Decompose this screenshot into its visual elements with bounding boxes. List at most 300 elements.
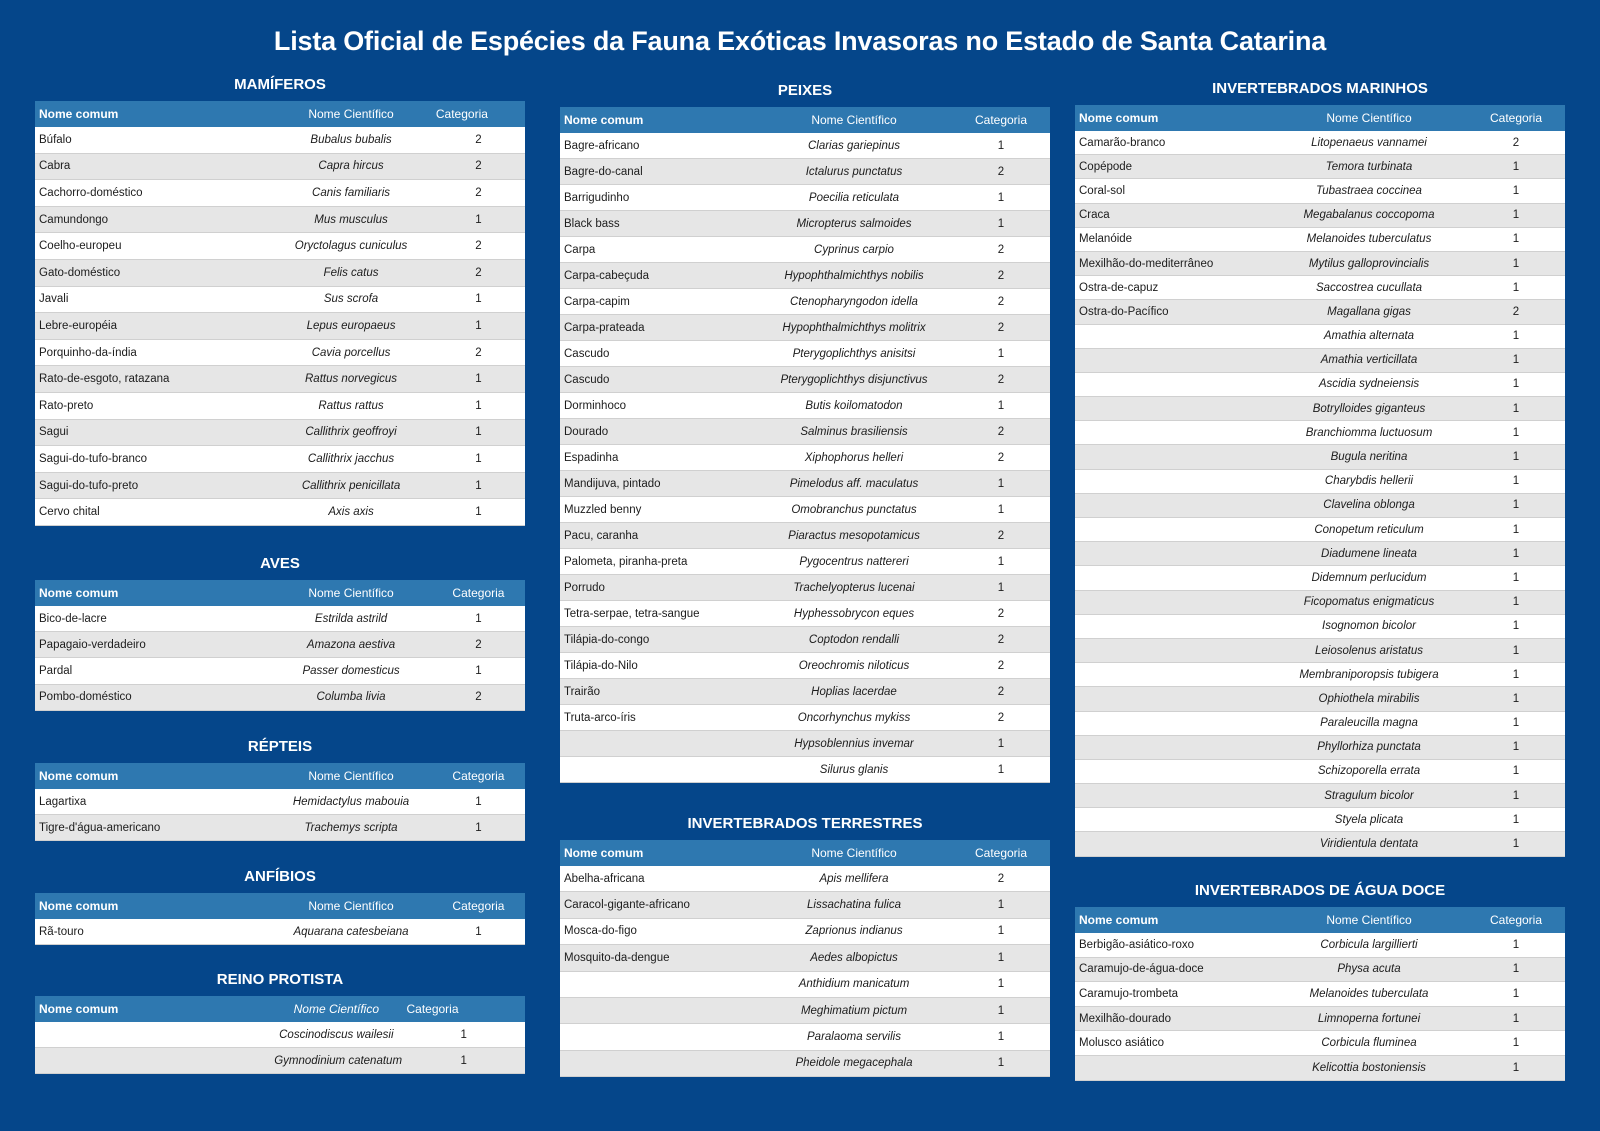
table-row (1075, 759, 1565, 783)
table-row (560, 918, 1050, 944)
table-row (35, 684, 525, 710)
scientific-name-cell: Styela plicata (1271, 808, 1467, 832)
common-name-cell (1075, 663, 1271, 687)
table-header-row (1075, 907, 1565, 933)
category-cell: 2 (952, 237, 1050, 263)
table-row (35, 472, 525, 499)
category-cell: 1 (1467, 1031, 1565, 1056)
category-cell: 1 (952, 471, 1050, 497)
species-table (35, 101, 525, 526)
scientific-name-cell: Anthidium manicatum (756, 971, 952, 997)
table-row (560, 549, 1050, 575)
common-name-cell (1075, 566, 1271, 590)
column-header-category: Categoria (1467, 105, 1565, 131)
scientific-name-cell: Pimelodus aff. maculatus (756, 471, 952, 497)
common-name-cell (1075, 711, 1271, 735)
category-cell: 1 (432, 789, 525, 815)
category-cell: 1 (1467, 832, 1565, 856)
table-row (35, 606, 525, 632)
common-name-cell: Cervo chital (35, 499, 270, 526)
scientific-name-cell: Amathia alternata (1271, 324, 1467, 348)
category-cell: 1 (1467, 735, 1565, 759)
common-name-cell: Cabra (35, 153, 270, 180)
scientific-name-cell: Apis mellifera (756, 866, 952, 892)
category-cell: 1 (952, 731, 1050, 757)
category-cell: 2 (952, 263, 1050, 289)
scientific-name-cell: Kelicottia bostoniensis (1271, 1055, 1467, 1080)
scientific-name-cell: Callithrix jacchus (270, 446, 432, 473)
table-row (560, 419, 1050, 445)
column-header-scientific-name: Nome Científico (1271, 907, 1467, 933)
column-header-category: Categoria (432, 763, 525, 789)
common-name-cell: Mexilhão-dourado (1075, 1006, 1271, 1031)
category-cell: 1 (432, 815, 525, 841)
common-name-cell: Mexilhão-do-mediterrâneo (1075, 251, 1271, 275)
common-name-cell (1075, 590, 1271, 614)
category-cell: 1 (952, 1024, 1050, 1050)
category-cell: 1 (952, 997, 1050, 1023)
table-row (560, 497, 1050, 523)
table-row (560, 133, 1050, 159)
table-row (1075, 614, 1565, 638)
common-name-cell: Craca (1075, 203, 1271, 227)
table-row (560, 211, 1050, 237)
column-header-scientific-name: Nome Científico (270, 101, 432, 127)
scientific-name-cell: Mus musculus (270, 206, 432, 233)
category-cell: 1 (1467, 1055, 1565, 1080)
category-cell: 1 (432, 206, 525, 233)
table-row (1075, 493, 1565, 517)
common-name-cell: Búfalo (35, 127, 270, 153)
category-cell: 1 (1467, 227, 1565, 251)
category-cell: 1 (1467, 518, 1565, 542)
table-row (35, 632, 525, 658)
table-header-row (35, 101, 525, 127)
table-row (1075, 687, 1565, 711)
common-name-cell: Espadinha (560, 445, 756, 471)
scientific-name-cell: Pheidole megacephala (756, 1050, 952, 1076)
category-cell: 1 (1467, 251, 1565, 275)
common-name-cell (1075, 493, 1271, 517)
common-name-cell: Camarão-branco (1075, 131, 1271, 155)
table-row (35, 180, 525, 207)
scientific-name-cell: Temora turbinata (1271, 155, 1467, 179)
column-header-common-name: Nome comum (560, 840, 756, 866)
scientific-name-cell: Litopenaeus vannamei (1271, 131, 1467, 155)
table-header-row (1075, 105, 1565, 131)
scientific-name-cell: Diadumene lineata (1271, 542, 1467, 566)
table-row (560, 601, 1050, 627)
scientific-name-cell: Columba livia (270, 684, 432, 710)
table-row (560, 892, 1050, 918)
category-cell: 2 (432, 339, 525, 366)
scientific-name-cell: Gymnodinium catenatum (270, 1048, 402, 1074)
category-cell: 2 (432, 153, 525, 180)
table-row (560, 653, 1050, 679)
table-row (35, 446, 525, 473)
table-row (1075, 324, 1565, 348)
common-name-cell: Lebre-européia (35, 313, 270, 340)
common-name-cell (560, 757, 756, 783)
scientific-name-cell: Callithrix penicillata (270, 472, 432, 499)
scientific-name-cell: Oncorhynchus mykiss (756, 705, 952, 731)
table-row (560, 1024, 1050, 1050)
common-name-cell: Cachorro-doméstico (35, 180, 270, 207)
scientific-name-cell: Botrylloides giganteus (1271, 397, 1467, 421)
column-header-common-name: Nome comum (35, 996, 270, 1022)
table-row (560, 159, 1050, 185)
common-name-cell: Trairão (560, 679, 756, 705)
common-name-cell (1075, 1055, 1271, 1080)
section-title: ANFÍBIOS (244, 868, 316, 885)
common-name-cell: Pacu, caranha (560, 523, 756, 549)
section-anfibios (35, 868, 525, 945)
scientific-name-cell: Paralaoma servilis (756, 1024, 952, 1050)
category-cell: 2 (952, 705, 1050, 731)
scientific-name-cell: Piaractus mesopotamicus (756, 523, 952, 549)
scientific-name-cell: Stragulum bicolor (1271, 784, 1467, 808)
category-cell: 2 (952, 866, 1050, 892)
scientific-name-cell: Ctenopharyngodon idella (756, 289, 952, 315)
table-row (560, 393, 1050, 419)
category-cell: 1 (432, 472, 525, 499)
section-title: AVES (260, 555, 300, 572)
common-name-cell: Bico-de-lacre (35, 606, 270, 632)
scientific-name-cell: Capra hircus (270, 153, 432, 180)
category-cell: 1 (402, 1022, 525, 1048)
category-cell: 1 (1467, 421, 1565, 445)
category-cell: 1 (432, 286, 525, 313)
table-row (35, 153, 525, 180)
column-header-category: Categoria (402, 996, 525, 1022)
common-name-cell: Dorminhoco (560, 393, 756, 419)
category-cell: 1 (952, 211, 1050, 237)
scientific-name-cell: Trachelyopterus lucenai (756, 575, 952, 601)
category-cell: 2 (952, 653, 1050, 679)
scientific-name-cell: Hypophthalmichthys nobilis (756, 263, 952, 289)
table-row (1075, 663, 1565, 687)
common-name-cell: Coral-sol (1075, 179, 1271, 203)
category-cell: 1 (1467, 808, 1565, 832)
column-header-common-name: Nome comum (35, 101, 270, 127)
common-name-cell (1075, 614, 1271, 638)
scientific-name-cell: Ophiothela mirabilis (1271, 687, 1467, 711)
scientific-name-cell: Pterygoplichthys anisitsi (756, 341, 952, 367)
table-row (35, 815, 525, 841)
category-cell: 1 (1467, 982, 1565, 1007)
common-name-cell: Sagui (35, 419, 270, 446)
column-header-category: Categoria (432, 101, 525, 127)
scientific-name-cell: Poecilia reticulata (756, 185, 952, 211)
scientific-name-cell: Clarias gariepinus (756, 133, 952, 159)
table-row (1075, 445, 1565, 469)
species-table (1075, 105, 1565, 857)
section-title: INVERTEBRADOS DE ÁGUA DOCE (1194, 882, 1446, 899)
scientific-name-cell: Melanoides tuberculata (1271, 982, 1467, 1007)
category-cell: 1 (432, 919, 525, 945)
common-name-cell: Cascudo (560, 367, 756, 393)
table-header-row (35, 580, 525, 606)
scientific-name-cell: Mytilus galloprovincialis (1271, 251, 1467, 275)
common-name-cell: Porquinho-da-índia (35, 339, 270, 366)
table-row (35, 1022, 525, 1048)
table-row (1075, 203, 1565, 227)
common-name-cell: Sagui-do-tufo-preto (35, 472, 270, 499)
category-cell: 1 (432, 446, 525, 473)
common-name-cell (1075, 348, 1271, 372)
common-name-cell: Rato-preto (35, 392, 270, 419)
category-cell: 2 (432, 127, 525, 153)
scientific-name-cell: Phyllorhiza punctata (1271, 735, 1467, 759)
scientific-name-cell: Charybdis hellerii (1271, 469, 1467, 493)
category-cell: 1 (952, 945, 1050, 971)
category-cell: 2 (952, 679, 1050, 705)
scientific-name-cell: Estrilda astrild (270, 606, 432, 632)
table-row (1075, 982, 1565, 1007)
category-cell: 1 (1467, 542, 1565, 566)
scientific-name-cell: Aquarana catesbeiana (270, 919, 432, 945)
table-row (35, 392, 525, 419)
common-name-cell: Black bass (560, 211, 756, 237)
common-name-cell: Papagaio-verdadeiro (35, 632, 270, 658)
common-name-cell: Dourado (560, 419, 756, 445)
common-name-cell: Palometa, piranha-preta (560, 549, 756, 575)
column-header-scientific-name: Nome Científico (756, 840, 952, 866)
common-name-cell (1075, 638, 1271, 662)
section-title: RÉPTEIS (247, 738, 313, 755)
table-header-row (35, 763, 525, 789)
category-cell: 2 (952, 445, 1050, 471)
category-cell: 1 (952, 497, 1050, 523)
common-name-cell: Porrudo (560, 575, 756, 601)
common-name-cell (35, 1022, 270, 1048)
table-row (35, 658, 525, 684)
scientific-name-cell: Oreochromis niloticus (756, 653, 952, 679)
common-name-cell: Ostra-de-capuz (1075, 276, 1271, 300)
scientific-name-cell: Hyphessobrycon eques (756, 601, 952, 627)
category-cell: 2 (952, 523, 1050, 549)
scientific-name-cell: Ficopomatus enigmaticus (1271, 590, 1467, 614)
common-name-cell: Molusco asiático (1075, 1031, 1271, 1056)
section-title: MAMÍFEROS (234, 76, 326, 93)
scientific-name-cell: Axis axis (270, 499, 432, 526)
common-name-cell (560, 731, 756, 757)
common-name-cell: Tilápia-do-Nilo (560, 653, 756, 679)
common-name-cell: Caracol-gigante-africano (560, 892, 756, 918)
common-name-cell: Sagui-do-tufo-branco (35, 446, 270, 473)
category-cell: 1 (952, 341, 1050, 367)
common-name-cell: Carpa-cabeçuda (560, 263, 756, 289)
scientific-name-cell: Conopetum reticulum (1271, 518, 1467, 542)
species-table (35, 996, 525, 1074)
table-row (1075, 227, 1565, 251)
scientific-name-cell: Bugula neritina (1271, 445, 1467, 469)
category-cell: 1 (1467, 469, 1565, 493)
scientific-name-cell: Coptodon rendalli (756, 627, 952, 653)
scientific-name-cell: Meghimatium pictum (756, 997, 952, 1023)
category-cell: 1 (1467, 759, 1565, 783)
scientific-name-cell: Coscinodiscus wailesii (270, 1022, 402, 1048)
common-name-cell (1075, 372, 1271, 396)
table-row (1075, 348, 1565, 372)
table-row (560, 315, 1050, 341)
scientific-name-cell: Omobranchus punctatus (756, 497, 952, 523)
category-cell: 1 (952, 918, 1050, 944)
table-row (1075, 808, 1565, 832)
column-header-scientific-name: Nome Científico (270, 996, 402, 1022)
common-name-cell: Rã-touro (35, 919, 270, 945)
category-cell: 1 (952, 892, 1050, 918)
category-cell: 1 (402, 1048, 525, 1074)
table-row (560, 341, 1050, 367)
category-cell: 1 (1467, 638, 1565, 662)
category-cell: 1 (1467, 493, 1565, 517)
section-title: INVERTEBRADOS MARINHOS (1212, 80, 1428, 97)
category-cell: 2 (952, 419, 1050, 445)
scientific-name-cell: Limnoperna fortunei (1271, 1006, 1467, 1031)
scientific-name-cell: Physa acuta (1271, 957, 1467, 982)
column-header-scientific-name: Nome Científico (270, 580, 432, 606)
scientific-name-cell: Hypsoblennius invemar (756, 731, 952, 757)
category-cell: 1 (1467, 590, 1565, 614)
scientific-name-cell: Trachemys scripta (270, 815, 432, 841)
common-name-cell: Mosquito-da-dengue (560, 945, 756, 971)
common-name-cell (1075, 518, 1271, 542)
scientific-name-cell: Salminus brasiliensis (756, 419, 952, 445)
table-row (1075, 372, 1565, 396)
common-name-cell: Muzzled benny (560, 497, 756, 523)
section-mamiferos (35, 76, 525, 526)
common-name-cell (560, 997, 756, 1023)
table-row (1075, 1031, 1565, 1056)
table-header-row (560, 840, 1050, 866)
table-row (1075, 1006, 1565, 1031)
scientific-name-cell: Viridientula dentata (1271, 832, 1467, 856)
common-name-cell: Rato-de-esgoto, ratazana (35, 366, 270, 393)
category-cell: 1 (432, 419, 525, 446)
table-row (1075, 711, 1565, 735)
common-name-cell: Bagre-do-canal (560, 159, 756, 185)
common-name-cell: Melanóide (1075, 227, 1271, 251)
table-header-row (35, 996, 525, 1022)
table-row (560, 997, 1050, 1023)
common-name-cell (1075, 808, 1271, 832)
scientific-name-cell: Hemidactylus mabouia (270, 789, 432, 815)
section-title: INVERTEBRADOS TERRESTRES (687, 815, 923, 832)
table-row (35, 789, 525, 815)
scientific-name-cell: Didemnum perlucidum (1271, 566, 1467, 590)
category-cell: 1 (1467, 276, 1565, 300)
common-name-cell: Camundongo (35, 206, 270, 233)
common-name-cell (560, 1024, 756, 1050)
category-cell: 2 (1467, 131, 1565, 155)
column-header-scientific-name: Nome Científico (756, 107, 952, 133)
table-row (560, 627, 1050, 653)
scientific-name-cell: Passer domesticus (270, 658, 432, 684)
common-name-cell: Caramujo-trombeta (1075, 982, 1271, 1007)
table-header-row (35, 893, 525, 919)
common-name-cell (1075, 759, 1271, 783)
category-cell: 1 (952, 971, 1050, 997)
table-row (1075, 397, 1565, 421)
scientific-name-cell: Megabalanus coccopoma (1271, 203, 1467, 227)
category-cell: 1 (1467, 445, 1565, 469)
table-row (1075, 300, 1565, 324)
scientific-name-cell: Aedes albopictus (756, 945, 952, 971)
category-cell: 1 (1467, 155, 1565, 179)
table-row (1075, 957, 1565, 982)
category-cell: 2 (952, 289, 1050, 315)
table-row (35, 1048, 525, 1074)
category-cell: 1 (1467, 566, 1565, 590)
scientific-name-cell: Tubastraea coccinea (1271, 179, 1467, 203)
table-row (1075, 1055, 1565, 1080)
table-row (1075, 155, 1565, 179)
common-name-cell: Abelha-africana (560, 866, 756, 892)
table-row (35, 499, 525, 526)
page-title: Lista Oficial de Espécies da Fauna Exóticas Invasoras no Estado de Santa Catarina (273, 26, 1327, 56)
category-cell: 1 (432, 606, 525, 632)
section-title: REINO PROTISTA (216, 971, 344, 988)
category-cell: 1 (432, 658, 525, 684)
category-cell: 2 (432, 233, 525, 260)
scientific-name-cell: Clavelina oblonga (1271, 493, 1467, 517)
category-cell: 2 (952, 315, 1050, 341)
column-header-common-name: Nome comum (35, 580, 270, 606)
common-name-cell (1075, 421, 1271, 445)
table-row (560, 1050, 1050, 1076)
common-name-cell: Coelho-europeu (35, 233, 270, 260)
common-name-cell: Berbigão-asiático-roxo (1075, 933, 1271, 957)
category-cell: 1 (1467, 203, 1565, 227)
category-cell: 1 (952, 133, 1050, 159)
scientific-name-cell: Rattus rattus (270, 392, 432, 419)
table-row (35, 419, 525, 446)
common-name-cell: Javali (35, 286, 270, 313)
category-cell: 1 (1467, 711, 1565, 735)
scientific-name-cell: Pterygoplichthys disjunctivus (756, 367, 952, 393)
section-aves (35, 555, 525, 711)
common-name-cell: Carpa-prateada (560, 315, 756, 341)
category-cell: 1 (432, 499, 525, 526)
scientific-name-cell: Felis catus (270, 259, 432, 286)
species-table (35, 763, 525, 841)
scientific-name-cell: Cavia porcellus (270, 339, 432, 366)
common-name-cell: Pardal (35, 658, 270, 684)
scientific-name-cell: Branchiomma luctuosum (1271, 421, 1467, 445)
table-row (1075, 518, 1565, 542)
common-name-cell: Cascudo (560, 341, 756, 367)
table-row (35, 206, 525, 233)
category-cell: 1 (1467, 687, 1565, 711)
common-name-cell: Barrigudinho (560, 185, 756, 211)
column-header-scientific-name: Nome Científico (270, 763, 432, 789)
category-cell: 2 (952, 601, 1050, 627)
common-name-cell: Mosca-do-figo (560, 918, 756, 944)
table-row (560, 445, 1050, 471)
table-row (560, 731, 1050, 757)
section-repteis (35, 738, 525, 841)
scientific-name-cell: Membraniporopsis tubigera (1271, 663, 1467, 687)
common-name-cell (1075, 687, 1271, 711)
column-header-scientific-name: Nome Científico (1271, 105, 1467, 131)
scientific-name-cell: Paraleucilla magna (1271, 711, 1467, 735)
category-cell: 1 (952, 1050, 1050, 1076)
table-row (560, 263, 1050, 289)
category-cell: 1 (432, 392, 525, 419)
category-cell: 1 (1467, 614, 1565, 638)
table-row (1075, 542, 1565, 566)
